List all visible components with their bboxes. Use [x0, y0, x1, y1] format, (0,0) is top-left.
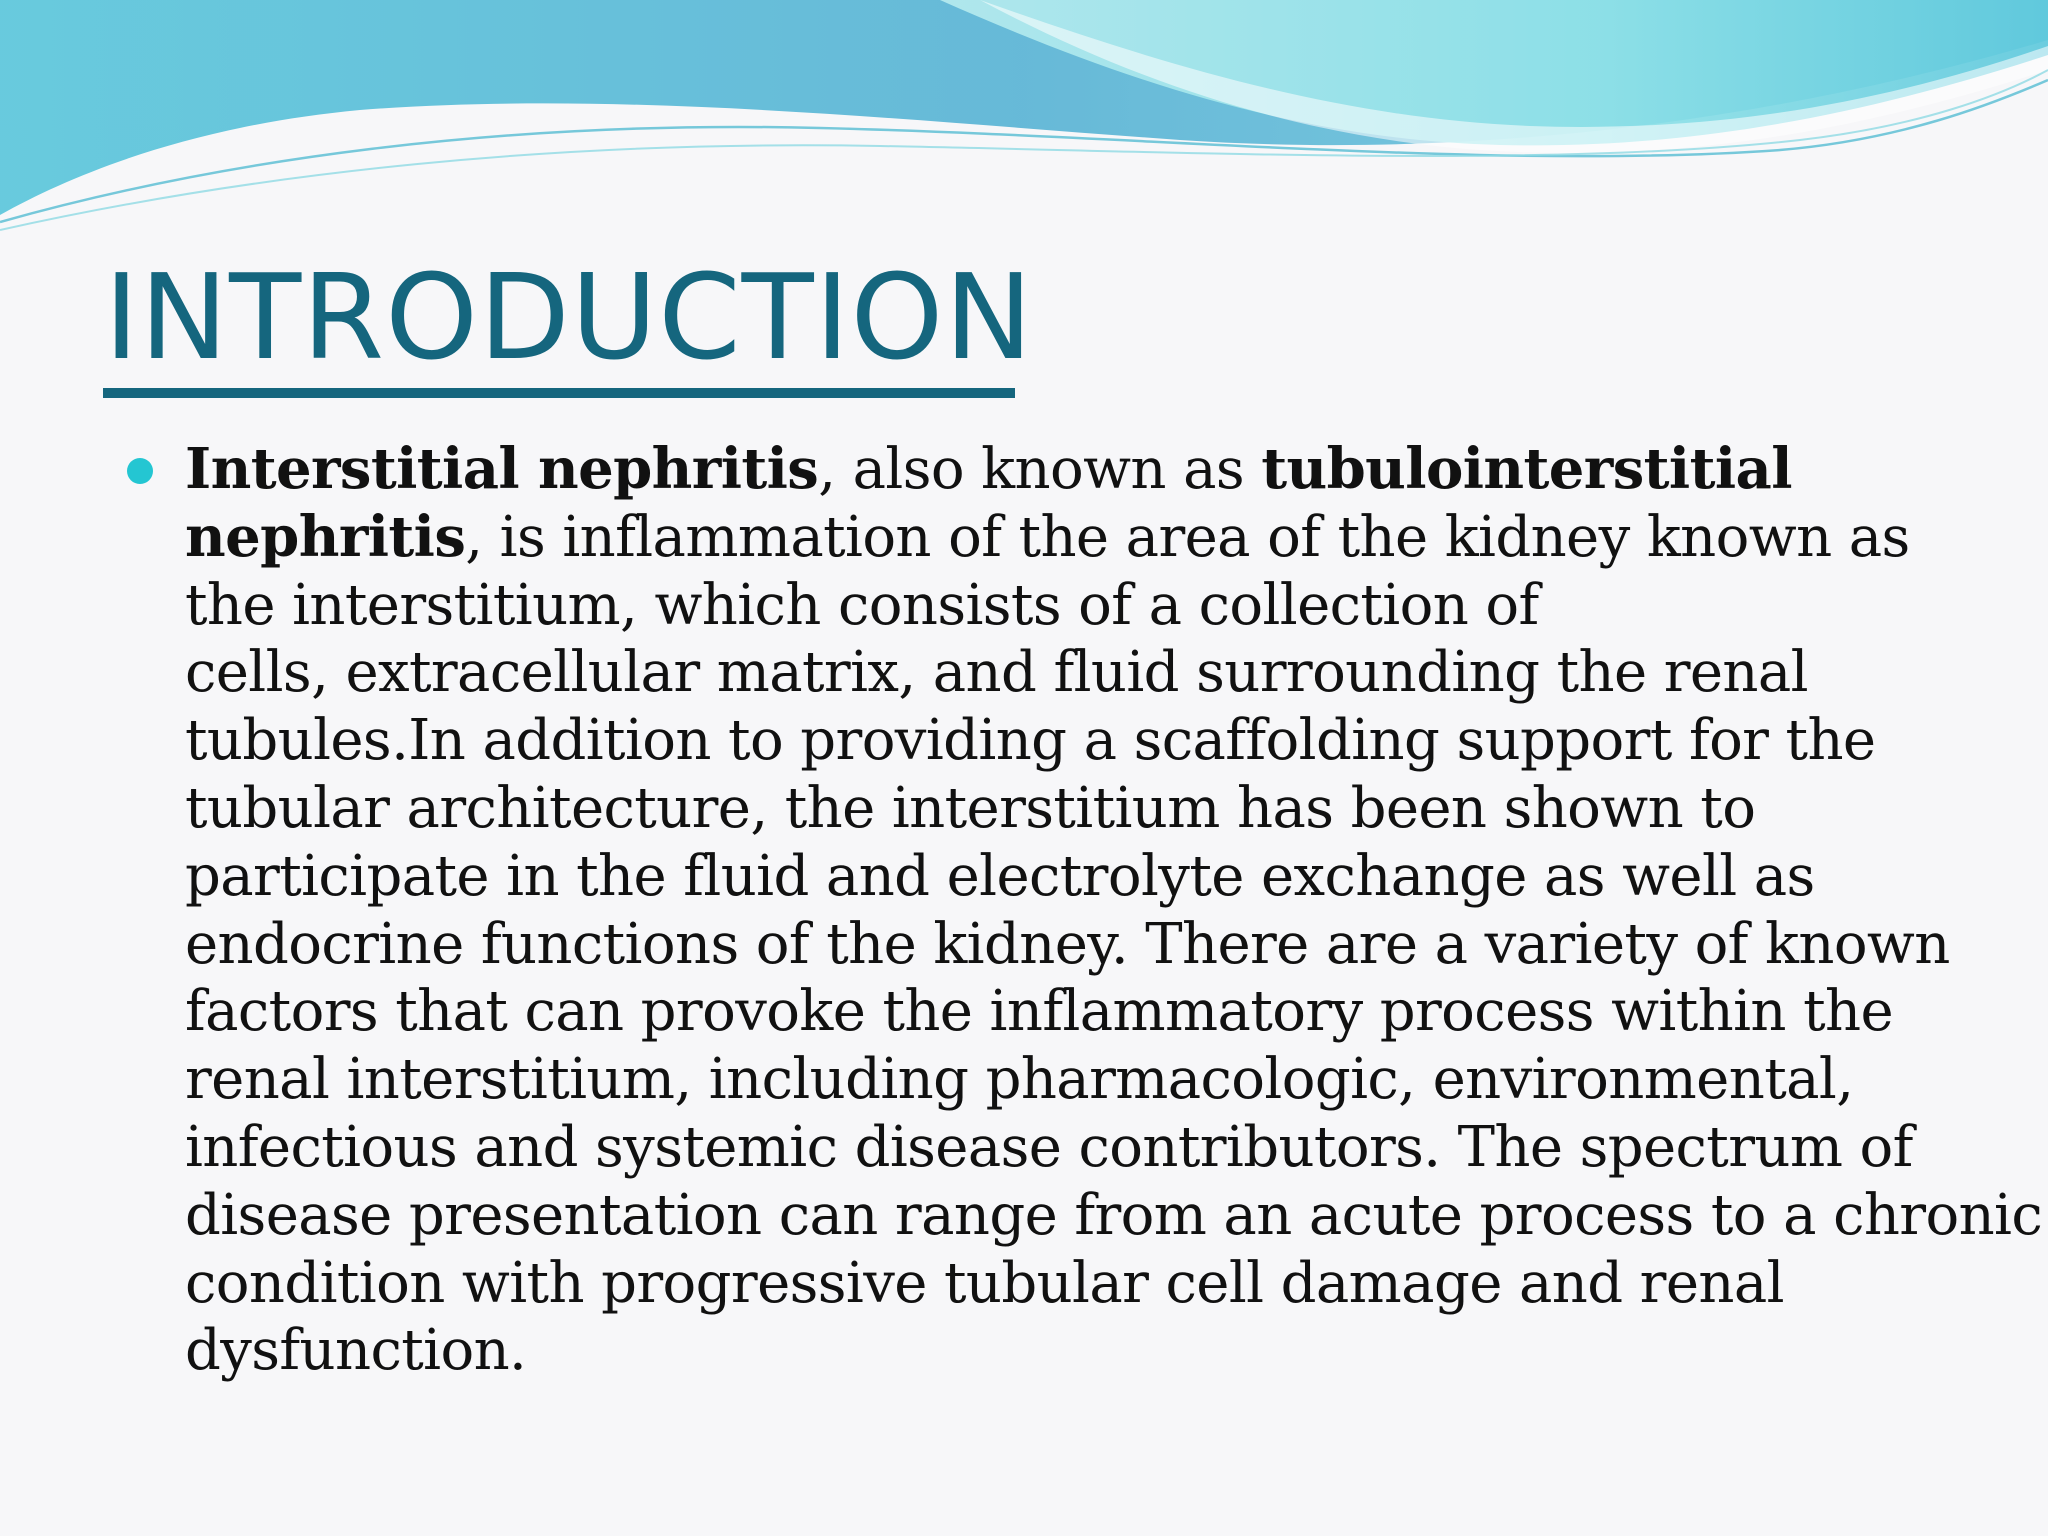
paragraph-line: tubular architecture, the interstitium has been shown to — [185, 775, 1756, 841]
bold-term-interstitial-nephritis: Interstitial nephritis — [185, 436, 819, 502]
paragraph-line — [185, 436, 1985, 504]
paragraph-line: cells, extracellular matrix, and fluid surrounding the renal — [185, 640, 1808, 706]
paragraph-text: , is inflammation of the area of the kidney known as — [465, 504, 1910, 570]
slide-title: INTRODUCTION — [104, 248, 1034, 386]
bold-term-tubulointerstitial: tubulointerstitial — [1261, 436, 1792, 502]
paragraph-line: dysfunction. — [185, 1318, 527, 1384]
filled-circle-bullet-icon — [127, 458, 153, 484]
paragraph-line: factors that can provoke the inflammatory process within the — [185, 979, 1893, 1045]
title-underline — [103, 388, 1015, 398]
bold-term-nephritis: nephritis — [185, 503, 466, 570]
paragraph-line: endocrine functions of the kidney. There are a variety of known — [185, 911, 1950, 977]
paragraph-line — [185, 504, 1985, 572]
paragraph-line: the interstitium, which consists of a collection of — [185, 572, 1539, 638]
paragraph-line: condition with progressive tubular cell damage and renal — [185, 1250, 1784, 1316]
intro-paragraph — [185, 436, 2043, 1385]
header-wave-decoration — [0, 0, 2048, 260]
paragraph-line: infectious and systemic disease contributors. The spectrum of — [185, 1114, 1913, 1180]
paragraph-text: , also known as — [818, 437, 1262, 502]
paragraph-line: participate in the fluid and electrolyte exchange as well as — [185, 843, 1815, 909]
paragraph-line: disease presentation can range from an acute process to a chronic — [185, 1182, 2043, 1248]
paragraph-line: renal interstitium, including pharmacologic, environmental, — [185, 1047, 1854, 1113]
paragraph-line: tubules.In addition to providing a scaffolding support for the — [185, 708, 1876, 774]
